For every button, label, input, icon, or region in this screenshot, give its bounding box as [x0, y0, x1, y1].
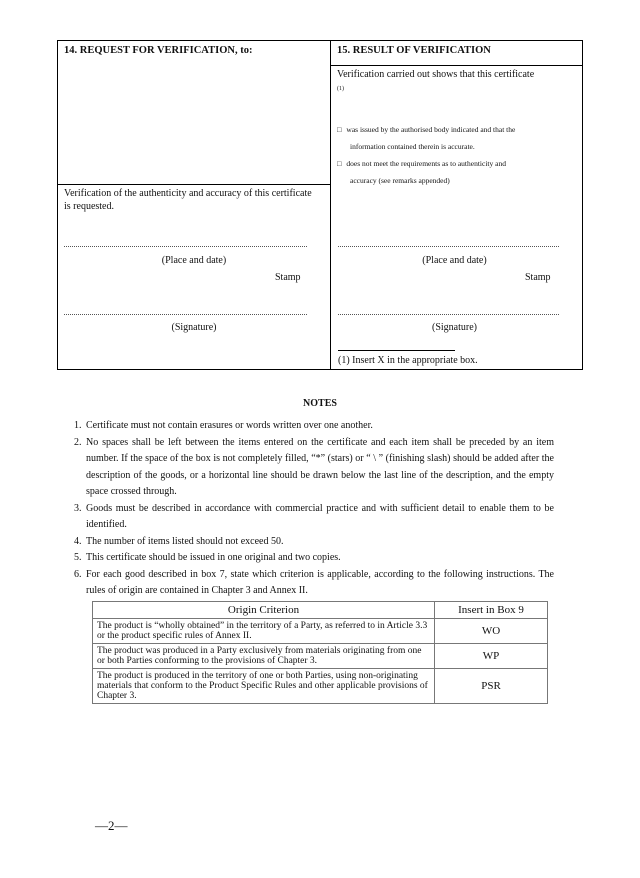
note-number: 5. [74, 552, 82, 563]
header-insert-box9: Insert in Box 9 [435, 602, 548, 619]
note-number: 6. [74, 568, 82, 580]
code-cell: PSR [435, 669, 548, 704]
note-item [74, 550, 554, 567]
note-item [74, 418, 554, 435]
notes-title: NOTES [303, 398, 337, 409]
box14-stamp-label: Stamp [275, 272, 301, 283]
header-origin-criterion: Origin Criterion [93, 602, 435, 619]
box15-intro: Verification carried out shows that this certificate [337, 69, 535, 80]
option-issued-line2: information contained therein is accurate. [350, 142, 475, 151]
footnote-rule [338, 350, 455, 351]
box14-place-date-label: (Place and date) [161, 255, 227, 266]
box15-footnote: (1) Insert X in the appropriate box. [338, 355, 478, 366]
box15-place-date-line [338, 246, 559, 247]
box15-place-date-label: (Place and date) [422, 255, 487, 266]
box14-place-date-line [64, 246, 307, 247]
box15-footnote-ref: (1) [337, 86, 344, 92]
option-not-meet [337, 155, 577, 172]
note-item [74, 567, 554, 600]
note-number: 3. [74, 502, 82, 514]
note-text: Goods must be described in accordance with commercial practice and with sufficient detail to enable them to be identified. [86, 502, 554, 530]
note-text: For each good described in box 7, state which criterion is applicable, according to the following instructions. The rules of origin are contained in Chapter 3 and Annex II. [86, 568, 554, 596]
option-issued-line1: was issued by the authorised body indicated and that the [346, 125, 516, 134]
table-row [93, 669, 548, 704]
option-issued [337, 121, 577, 138]
code-cell: WO [435, 619, 548, 644]
note-text: No spaces shall be left between the items entered on the certificate and each item shall be preceded by an item number. If the space of the box is not completely filled, “*” (stars) or “ \ ” (finishing slash) should be added after the description of the goods, or a horizontal line should be drawn below the last line of the description, and the empty space crossed through. [86, 436, 554, 497]
criterion-cell: The product was produced in a Party exclusively from materials originating from one or both Parties conforming to the provisions of Chapter 3. [93, 644, 435, 669]
checkbox-not-meet[interactable]: □ [337, 159, 342, 168]
verification-form [57, 40, 583, 370]
note-number: 4. [74, 535, 82, 547]
note-item [74, 435, 554, 501]
note-text: This certificate should be issued in one original and two copies. [86, 552, 341, 563]
table-header-row [93, 602, 548, 619]
column-divider [330, 41, 331, 369]
option-not-meet-line2: accuracy (see remarks appended) [350, 176, 450, 185]
note-number: 1. [74, 420, 82, 431]
note-text: The number of items listed should not exceed 50. [86, 535, 284, 547]
box14-signature-label: (Signature) [171, 322, 217, 333]
box15-signature-label: (Signature) [432, 322, 477, 333]
note-item [74, 534, 554, 551]
page-number: —2— [95, 818, 128, 833]
box14-title: 14. REQUEST FOR VERIFICATION, to: [64, 45, 253, 56]
box15-stamp-label: Stamp [525, 272, 551, 283]
note-number: 2. [74, 436, 82, 448]
box14-header-area [58, 41, 330, 185]
origin-criteria-table [92, 601, 548, 704]
box15-header-area [331, 41, 582, 66]
box15-signature-line [338, 314, 559, 315]
code-cell: WP [435, 644, 548, 669]
note-text: Certificate must not contain erasures or words written over one another. [86, 420, 373, 431]
checkbox-issued[interactable]: □ [337, 125, 342, 134]
criterion-cell: The product is produced in the territory of one or both Parties, using non-originating materials that conform to the Product Specific Rules and other applicable provisions of Chapter 3. [93, 669, 435, 704]
note-item [74, 501, 554, 534]
box14-signature-line [64, 314, 307, 315]
criterion-cell: The product is “wholly obtained” in the territory of a Party, as referred to in Article 3.3 or the product specific rules of Annex II. [93, 619, 435, 644]
box15-options [337, 121, 577, 189]
table-row [93, 644, 548, 669]
box15-title: 15. RESULT OF VERIFICATION [337, 45, 491, 56]
option-not-meet-line1: does not meet the requirements as to authenticity and [346, 159, 506, 168]
box14-request-text: Verification of the authenticity and accuracy of this certificate is requested. [64, 188, 312, 212]
table-row [93, 619, 548, 644]
notes-list [74, 418, 554, 600]
